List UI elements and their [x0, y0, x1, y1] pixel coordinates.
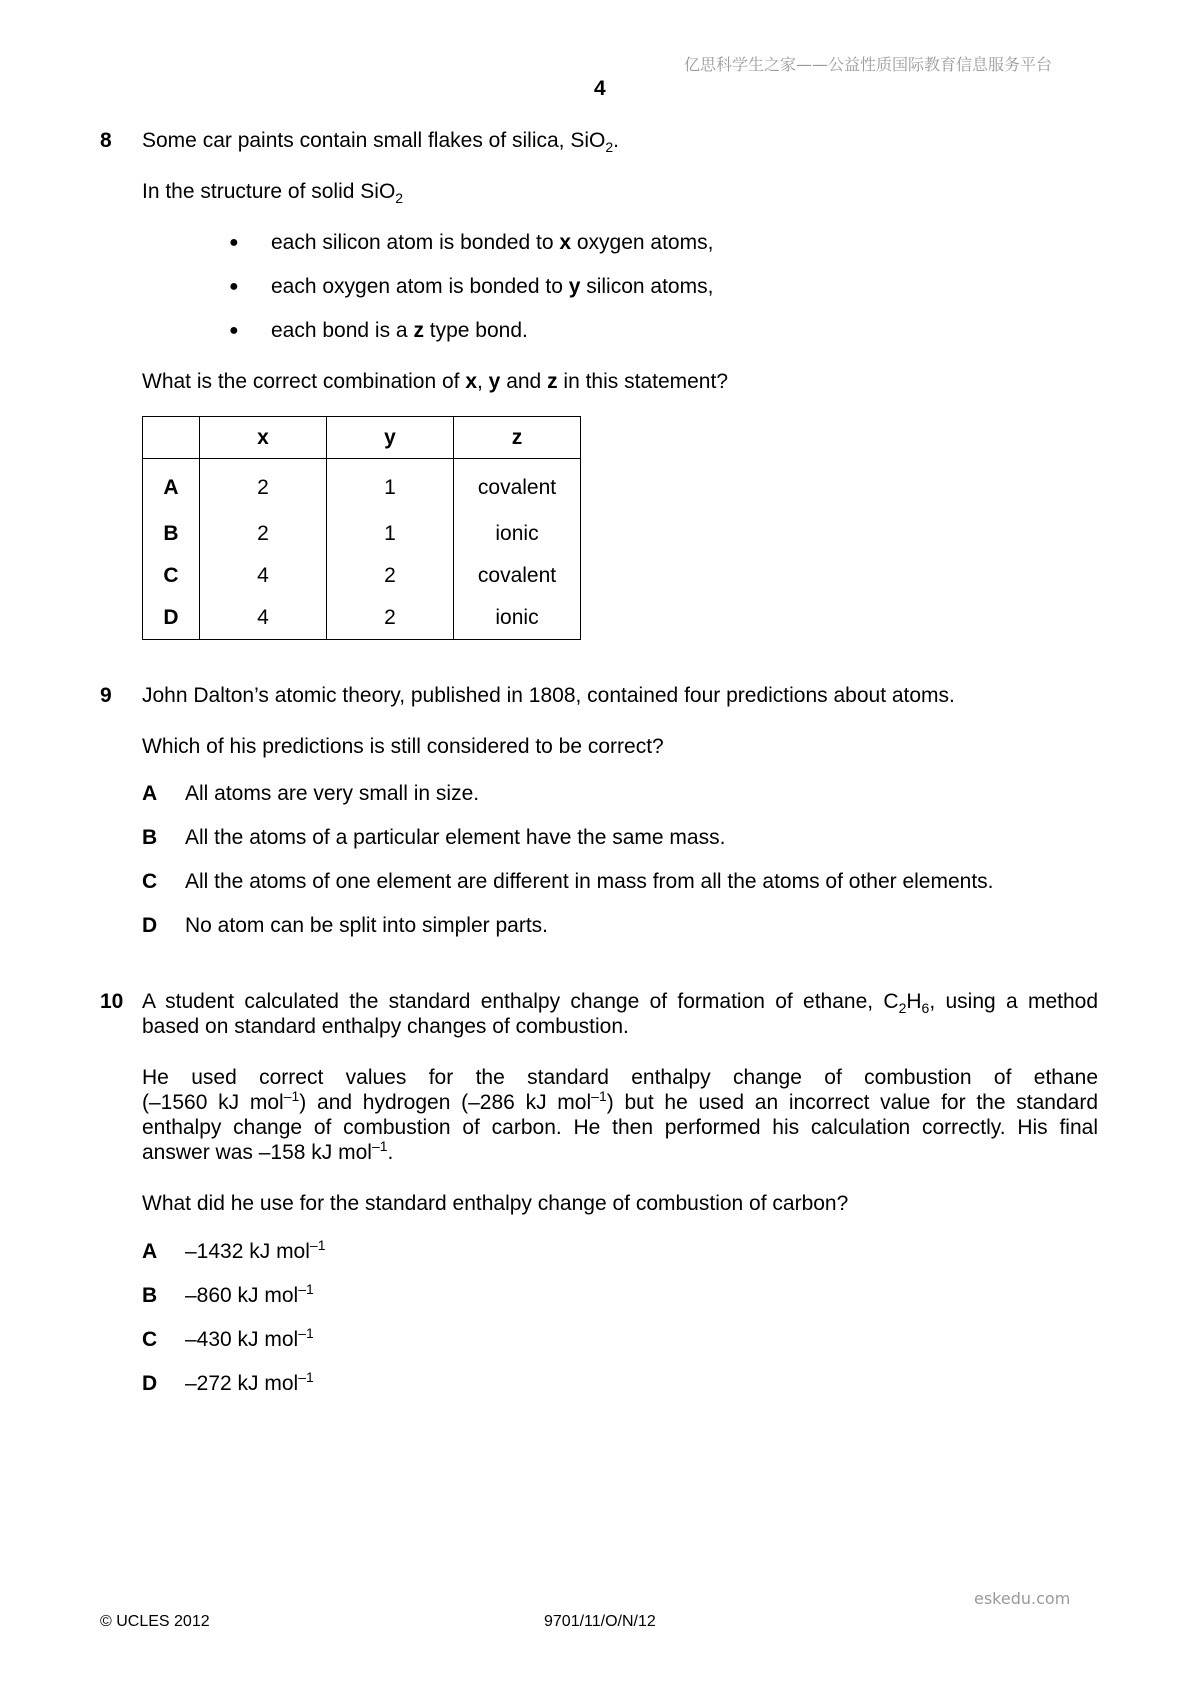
table-row — [143, 555, 581, 597]
table-header-cell: x — [200, 417, 327, 459]
bullet-icon: ● — [229, 278, 239, 295]
table-cell: ionic — [454, 513, 581, 555]
question-8-bullet-1: each silicon atom is bonded to x oxygen atoms, — [271, 231, 714, 254]
table-row — [143, 459, 581, 514]
table-cell: 2 — [200, 513, 327, 555]
question-10-option-a-letter: A — [142, 1240, 158, 1263]
question-8-bullet-2: each oxygen atom is bonded to y silicon atoms, — [271, 275, 714, 298]
table-cell: covalent — [454, 459, 581, 514]
question-10-paragraph-line-1: He used correct values for the standard enthalpy change of combustion of ethane — [142, 1066, 1098, 1089]
question-9-option-b-letter: B — [142, 826, 158, 849]
question-9-option-b-text: All the atoms of a particular element have the same mass. — [185, 826, 726, 849]
question-10-option-b-text: –860 kJ mol$^{-1}$ — [185, 1281, 314, 1307]
question-8-stem: Some car paints contain small flakes of silica, SiO$_2$. — [142, 129, 619, 156]
question-10-option-d-text: –272 kJ mol$^{-1}$ — [185, 1369, 314, 1395]
page-number: 4 — [594, 77, 606, 100]
question-10-paragraph-line-4: answer was –158 kJ mol$^{-1}$. — [142, 1138, 394, 1164]
table-cell: 2 — [327, 597, 454, 640]
table-header-cell — [143, 417, 200, 459]
bullet-icon: ● — [229, 234, 239, 251]
question-8-bullet-3: each bond is a z type bond. — [271, 319, 528, 342]
footer-paper-code: 9701/11/O/N/12 — [544, 1613, 656, 1630]
question-10-number: 10 — [100, 990, 124, 1013]
table-cell: 4 — [200, 597, 327, 640]
table-cell: ionic — [454, 597, 581, 640]
question-9-option-c-text: All the atoms of one element are different in mass from all the atoms of other elements. — [185, 870, 994, 893]
question-10-paragraph-line-2: (–1560 kJ mol$^{-1}$) and hydrogen (–286 kJ mol$^{-1}$) but he used an incorrect value for the standard — [142, 1088, 1098, 1114]
table-header-row — [143, 417, 581, 459]
question-10-paragraph-line-3: enthalpy change of combustion of carbon. He then performed his calculation correctly. His final — [142, 1116, 1098, 1139]
table-row-label: C — [143, 555, 200, 597]
question-9-option-d-text: No atom can be split into simpler parts. — [185, 914, 548, 937]
question-10-prompt: What did he use for the standard enthalpy change of combustion of carbon? — [142, 1192, 849, 1215]
table-row — [143, 513, 581, 555]
question-8-structure-line: In the structure of solid SiO$_2$ — [142, 180, 404, 207]
question-10-intro-line-1: A student calculated the standard enthalpy change of formation of ethane, $C_2H_6$, using a method — [142, 990, 1098, 1017]
question-9-option-c-letter: C — [142, 870, 158, 893]
question-9-option-a-letter: A — [142, 782, 158, 805]
table-row-label: D — [143, 597, 200, 640]
header-watermark: 亿思科学生之家——公益性质国际教育信息服务平台 — [684, 55, 1053, 74]
table-header-cell: y — [327, 417, 454, 459]
table-cell: 2 — [327, 555, 454, 597]
question-9-option-d-letter: D — [142, 914, 158, 937]
table-cell: 2 — [200, 459, 327, 514]
question-8-number: 8 — [100, 129, 112, 152]
question-8-prompt: What is the correct combination of x, y and z in this statement? — [142, 370, 728, 393]
question-9-prompt: Which of his predictions is still considered to be correct? — [142, 735, 664, 758]
question-10-option-a-text: –1432 kJ mol$^{-1}$ — [185, 1237, 326, 1263]
footer-watermark: eskedu.com — [974, 1589, 1071, 1608]
bullet-icon: ● — [229, 322, 239, 339]
table-row-label: B — [143, 513, 200, 555]
table-header-cell: z — [454, 417, 581, 459]
question-10-intro-line-2: based on standard enthalpy changes of combustion. — [142, 1015, 629, 1038]
table-cell: 4 — [200, 555, 327, 597]
question-9-stem: John Dalton’s atomic theory, published in 1808, contained four predictions about atoms. — [142, 684, 955, 707]
table-cell: covalent — [454, 555, 581, 597]
question-8-answer-table — [142, 416, 581, 640]
question-10-option-b-letter: B — [142, 1284, 158, 1307]
question-9-number: 9 — [100, 684, 112, 707]
question-9-option-a-text: All atoms are very small in size. — [185, 782, 480, 805]
table-cell: 1 — [327, 513, 454, 555]
table-cell: 1 — [327, 459, 454, 514]
question-10-option-c-letter: C — [142, 1328, 158, 1351]
question-10-option-c-text: –430 kJ mol$^{-1}$ — [185, 1325, 314, 1351]
question-10-option-d-letter: D — [142, 1372, 158, 1395]
footer-copyright: © UCLES 2012 — [100, 1613, 210, 1630]
table-row-label: A — [143, 459, 200, 514]
table-row — [143, 597, 581, 640]
